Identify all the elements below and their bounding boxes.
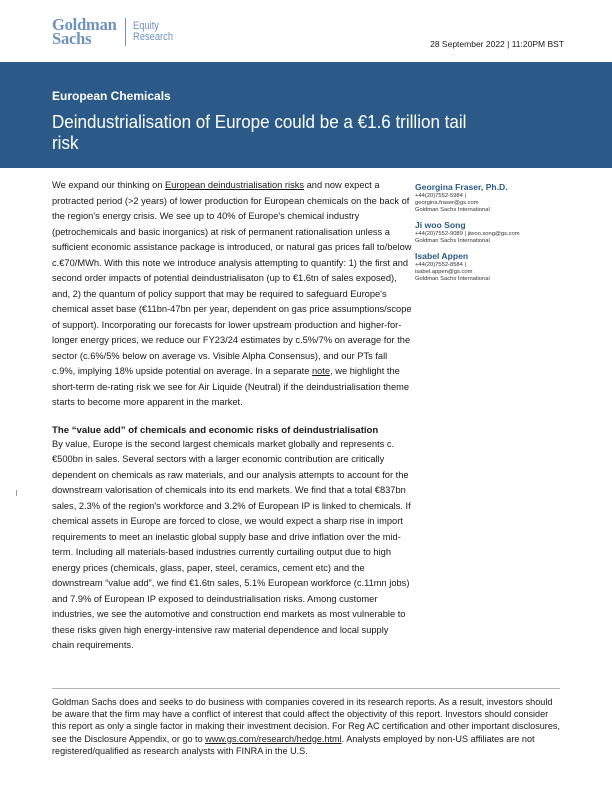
hedge-disclosure-link[interactable]: www.gs.com/research/hedge.html [205,733,342,744]
summary-paragraph [52,178,412,411]
separate-note-link[interactable]: note [311,366,331,376]
goldman-sachs-logo [52,15,180,48]
logo-sub-line-1: Equity [132,19,159,32]
analyst-contact[interactable]: +44(20)7552-9089 | jiwoo.song@gs.com [415,231,520,237]
logo-line-2: Sachs [52,29,92,48]
analyst-email[interactable]: georgina.fraser@gs.com [415,200,479,206]
disclaimer-text-2: . Analysts employed by non-US affiliates are not registered/qualified as research analysts with FINRA in the U.S. [52,733,535,756]
analyst-firm: Goldman Sachs International [415,207,490,213]
logo-subtitle [133,21,173,44]
summary-text-1: We expand our thinking on [52,180,166,190]
report-date: 28 September 2022 | 11:20PM BST [430,39,564,49]
analyst-card [415,182,575,214]
analyst-phone: +44(20)7552-8584 | [415,262,466,268]
margin-mark [16,490,17,496]
logo-wordmark [52,15,117,48]
analyst-phone: +44(20)7552-5984 | [415,193,466,199]
summary-text-2: and now expect a protracted period (>2 years) of lower production for European chemicals on the back of the region's energy crisis. We see up to 40% of Europe's chemical industry (petrochemicals and basic inorganics) at risk of permanent rationalisation unless a sufficient economic assistance package is introduced, or natural gas prices fall to/below c.€70/MWh. With this note we introduce analysis attempting to quantify: 1) the first and second order impacts of potential deindustrialisaton (up to €1.6tn of sales exposed), and, 2) the quantum of policy support that may be required to safeguard Europe's chemical asset base (€11bn-47bn per year, dependent on gas price assumptions/scope of support). Incorporating our forecasts for lower upstream production and higher-for-longer energy prices, we reduce our FY23/24 estimates by c.5%/7% on average for the sector (c.6%/5% below on average vs. Visible Alpha Consensus), and our PTs fall c.9%, implying 18% upside potential on average. In a separate [52,180,412,376]
analyst-list [415,182,575,289]
disclaimer-text-1: Goldman Sachs does and seeks to do business with companies covered in its research reports. As a result, investors should be aware that the firm may have a conflict of interest that could affect the objectivity of this report. Investors should consider this report as only a single factor in making their investment decision. For Reg AC certification and other important disclosures, see the Disclosure Appendix, or go to [52,697,560,744]
analyst-card [415,251,575,283]
sector-label: European Chemicals [52,89,171,103]
analyst-name: Isabel Appen [415,251,469,261]
section-heading: The “value add” of chemicals and economic risks of deindustrialisation [52,424,379,436]
analyst-name: Ji woo Song [415,220,466,230]
analyst-card [415,220,575,245]
disclaimer [52,696,560,757]
value-add-paragraph: By value, Europe is the second largest chemicals market globally and represents c.€500bn in sales. Several sectors with a larger economic contribution are critically dependent on chemicals as raw materials, and our analysis attempts to account for the downstream valorisation of chemicals into its end markets. We find that a total €837bn sales, 2.3% of the region's workforce and 3.2% of European IP is linked to chemicals. If chemical assets in Europe are forced to close, we would expect a sharp rise in import requirements to meet an inelastic global supply base and drive inflation over the mid-term. Including all materials-based industries currently curtailing output due to high energy prices (chemicals, glass, paper, steel, ceramics, cement etc) and the downstream “value add”, we find €1.6tn sales, 5.1% European workforce (c.11mn jobs) and 7.9% of European IP exposed to deindustrialisation risks. Among customer industries, we see the automotive and construction end markets as most vulnerable to these risks given high energy-intensive raw material dependence and local supply chain requirements. [52,438,411,650]
analyst-firm: Goldman Sachs International [415,276,490,282]
report-title: Deindustrialisation of Europe could be a €1.6 trillion tail risk [52,111,467,153]
summary-text-3: , we highlight the short-term de-rating risk we see for Air Liquide (Neutral) if the deindustrialisation theme starts to become more apparent in the market. [52,366,410,407]
disclaimer-divider [52,688,560,689]
main-body [52,178,412,654]
analyst-firm: Goldman Sachs International [415,238,490,244]
logo-line-1: Goldman [52,15,117,34]
deindustrialisation-risks-link[interactable]: European deindustrialisation risks [165,180,305,190]
analyst-email[interactable]: isabel.appen@gs.com [415,269,473,275]
analyst-name: Georgina Fraser, Ph.D. [415,182,508,192]
logo-divider [125,18,126,46]
logo-sub-line-2: Research [132,31,173,43]
